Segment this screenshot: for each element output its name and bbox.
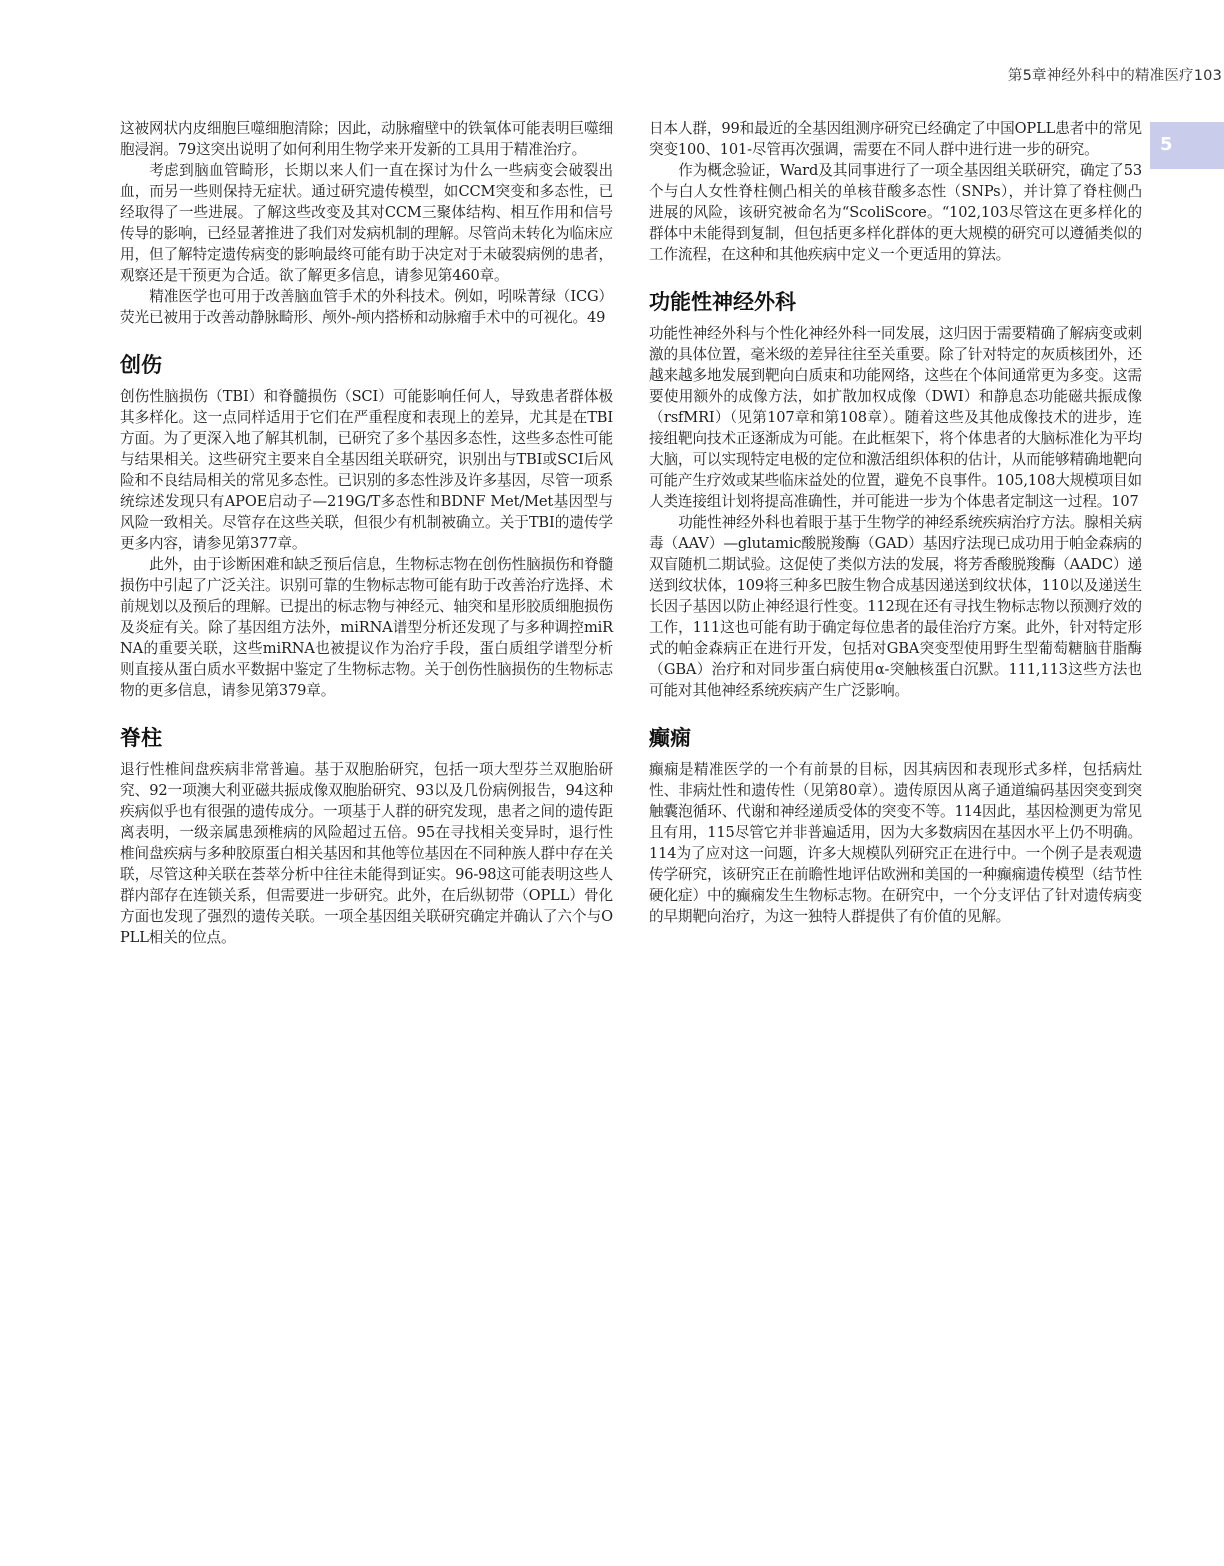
paragraph: 考虑到脑血管畸形，长期以来人们一直在探讨为什么一些病变会破裂出血，而另一些则保持无症状。通过研究遗传模型，如CCM突变和多态性，已经取得了一些进展。了解这些改变及其对CCM三聚体结构、相互作用和信号传导的影响，已经显著推进了我们对发病机制的理解。尽管尚未转化为临床应用，但了解特定遗传病变的影响最终可能有助于决定对于未破裂病例的患者，观察还是干预更为合适。欲了解更多信息，请参见第460章。: [120, 162, 613, 284]
section-heading-epilepsy: 癫痫: [649, 726, 691, 750]
paragraph: 创伤性脑损伤（TBI）和脊髓损伤（SCI）可能影响任何人，导致患者群体极其多样化。这一点同样适用于它们在严重程度和表现上的差异，尤其是在TBI方面。为了更深入地了解其机制，已研究了多个基因多态性，这些多态性可能与结果相关。这些研究主要来自全基因组关联研究，识别出与TBI或SCI后风险和不良结局相关的常见多态性。已识别的多态性涉及许多基因，尽管一项系统综述发现只有APOE启动子—219G/T多态性和BDNF Met/Met基因型与风险一致相关。尽管存在这些关联，但很少有机制被确立。关于TBI的遗传学更多内容，请参见第377章。: [120, 388, 613, 552]
section-heading-functional: 功能性神经外科: [649, 290, 796, 314]
paragraph: 这被网状内皮细胞巨噬细胞清除；因此，动脉瘤壁中的铁氧体可能表明巨噬细胞浸润。79这突出说明了如何利用生物学来开发新的工具用于精准治疗。: [120, 120, 613, 158]
section-heading-spine: 脊柱: [120, 726, 162, 750]
chapter-tab: [1150, 122, 1224, 169]
paragraph: 功能性神经外科与个性化神经外科一同发展，这归因于需要精确了解病变或刺激的具体位置，毫米级的差异往往至关重要。除了针对特定的灰质核团外，还越来越多地发展到靶向白质束和功能网络，这些在个体间通常更为多变。这需要使用额外的成像方法，如扩散加权成像（DWI）和静息态功能磁共振成像（rsfMRI）（见第107章和第108章）。随着这些及其他成像技术的进步，连接组靶向技术正逐渐成为可能。在此框架下，将个体患者的大脑标准化为平均大脑，可以实现特定电极的定位和激活组织体积的估计，从而能够精确地靶向可能产生疗效或某些临床益处的位置，避免不良事件。105,108大规模项目如人类连接组计划将提高准确性，并可能进一步为个体患者定制这一过程。107: [649, 325, 1142, 510]
right-column: [649, 118, 1142, 927]
paragraph: 精准医学也可用于改善脑血管手术的外科技术。例如，吲哚菁绿（ICG）荧光已被用于改善动静脉畸形、颅外-颅内搭桥和动脉瘤手术中的可视化。49: [120, 288, 613, 326]
paragraph: 此外，由于诊断困难和缺乏预后信息，生物标志物在创伤性脑损伤和脊髓损伤中引起了广泛关注。识别可靠的生物标志物可能有助于改善治疗选择、术前规划以及预后的理解。已提出的标志物与神经元、轴突和星形胶质细胞损伤及炎症有关。除了基因组方法外，miRNA谱型分析还发现了与多种调控miRNA的重要关联，这些miRNA也被提议作为治疗手段，蛋白质组学谱型分析则直接从蛋白质水平数据中鉴定了生物标志物。关于创伤性脑损伤的生物标志物的更多信息，请参见第379章。: [120, 556, 613, 699]
paragraph: 癫痫是精准医学的一个有前景的目标，因其病因和表现形式多样，包括病灶性、非病灶性和遗传性（见第80章）。遗传原因从离子通道编码基因突变到突触囊泡循环、代谢和神经递质受体的突变不等。114因此，基因检测更为常见且有用，115尽管它并非普遍适用，因为大多数病因在基因水平上仍不明确。114为了应对这一问题，许多大规模队列研究正在进行中。一个例子是表观遗传学研究，该研究正在前瞻性地评估欧洲和美国的一种癫痫遗传模型（结节性硬化症）中的癫痫发生生物标志物。在研究中，一个分支评估了针对遗传病变的早期靶向治疗，为这一独特人群提供了有价值的见解。: [649, 761, 1142, 925]
paragraph: 日本人群，99和最近的全基因组测序研究已经确定了中国OPLL患者中的常见突变100、101-尽管再次强调，需要在不同人群中进行进一步的研究。: [649, 120, 1142, 158]
section-heading-trauma: 创伤: [120, 353, 162, 377]
paragraph: 功能性神经外科也着眼于基于生物学的神经系统疾病治疗方法。腺相关病毒（AAV）—glutamic酸脱羧酶（GAD）基因疗法现已成功用于帕金森病的双盲随机二期试验。这促使了类似方法的发展，将芳香酸脱羧酶（AADC）递送到纹状体，109将三种多巴胺生物合成基因递送到纹状体，110以及递送生长因子基因以防止神经退行性变。112现在还有寻找生物标志物以预测疗效的工作，111这也可能有助于确定每位患者的最佳治疗方案。此外，针对特定形式的帕金森病正在进行开发，包括对GBA突变型使用野生型葡萄糖脑苷脂酶（GBA）治疗和对同步蛋白病使用α-突触核蛋白沉默。111,113这些方法也可能对其他神经系统疾病产生广泛影响。: [649, 514, 1142, 699]
left-column: [120, 118, 613, 948]
paragraph: 退行性椎间盘疾病非常普遍。基于双胞胎研究，包括一项大型芬兰双胞胎研究、92一项澳大利亚磁共振成像双胞胎研究、93以及几份病例报告，94这种疾病似乎也有很强的遗传成分。一项基于人群的研究发现，患者之间的遗传距离表明，一级亲属患颈椎病的风险超过五倍。95在寻找相关变异时，退行性椎间盘疾病与多种胶原蛋白相关基因和其他等位基因在不同种族人群中存在关联，尽管这种关联在荟萃分析中往往未能得到证实。96-98这可能表明这些人群内部存在连锁关系，但需要进一步研究。此外，在后纵韧带（OPLL）骨化方面也发现了强烈的遗传关联。一项全基因组关联研究确定并确认了六个与OPLL相关的位点。: [120, 761, 613, 946]
running-head: 第5章神经外科中的精准医疗103: [1007, 68, 1222, 84]
chapter-number: 5: [1160, 134, 1173, 155]
paragraph: 作为概念验证，Ward及其同事进行了一项全基因组关联研究，确定了53个与白人女性脊柱侧凸相关的单核苷酸多态性（SNPs），并计算了脊柱侧凸进展的风险，该研究被命名为“ScoliScore。“102,103尽管这在更多样化的群体中未能得到复制，但包括更多样化群体的更大规模的研究可以遵循类似的工作流程，在这种和其他疾病中定义一个更适用的算法。: [649, 162, 1142, 263]
